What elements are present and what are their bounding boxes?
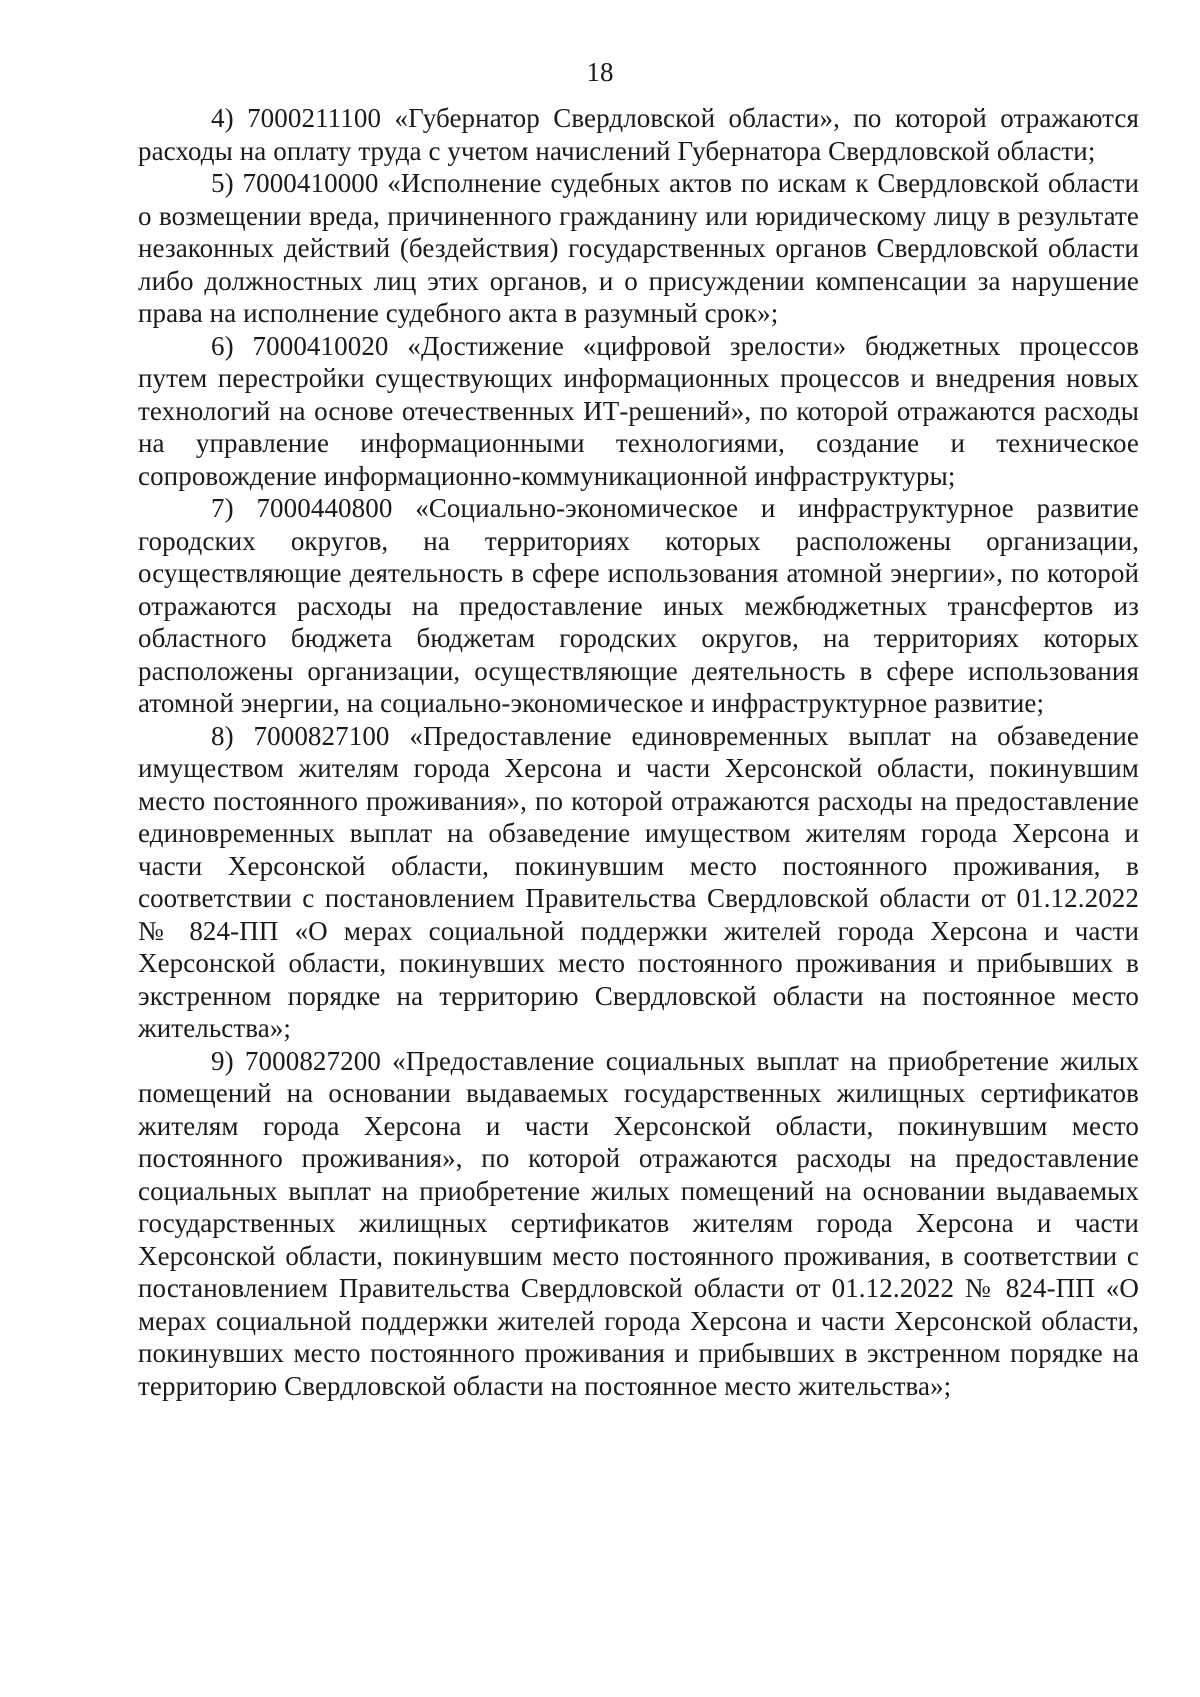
list-item-7: 7) 7000440800 «Социально-экономическое и инфраструктурное развитие городских округов, на территориях которых расположены организации, осуществляющие деятельность в сфере использования атомной энергии», по которой отражаются расходы на предоставление иных межбюджетных трансфертов из областного бюджета бюджетам городских округов, на территориях которых расположены организации, осуществляющие деятельность в сфере использования атомной энергии, на социально-экономическое и инфраструктурное развитие; bbox=[138, 493, 1139, 718]
list-item-6: 6) 7000410020 «Достижение «цифровой зрелости» бюджетных процессов путем перестройки существующих информационных процессов и внедрения новых технологий на основе отечественных ИТ-решений», по которой отражаются расходы на управление информационными технологиями, создание и техническое сопровождение информационно-коммуникационной инфраструктуры; bbox=[138, 330, 1139, 491]
list-item-4: 4) 7000211100 «Губернатор Свердловской области», по которой отражаются расходы на оплату труда с учетом начислений Губернатора Свердловской области; bbox=[138, 103, 1139, 166]
document-body bbox=[138, 102, 1139, 1402]
page-number: 18 bbox=[586, 57, 614, 87]
list-item-9: 9) 7000827200 «Предоставление социальных выплат на приобретение жилых помещений на основании выдаваемых государственных жилищных сертификатов жителям города Херсона и части Херсонской области, покинувшим место постоянного проживания», по которой отражаются расходы на предоставление социальных выплат на приобретение жилых помещений на основании выдаваемых государственных жилищных сертификатов жителям города Херсона и части Херсонской области, покинувшим место постоянного проживания, в соответствии с постановлением Правительства Свердловской области от 01.12.2022 № 824-ПП «О мерах социальной поддержки жителей города Херсона и части Херсонской области, покинувших место постоянного проживания и прибывших в экстренном порядке на территорию Свердловской области на постоянное место жительства»; bbox=[138, 1045, 1139, 1401]
list-item-8: 8) 7000827100 «Предоставление единовременных выплат на обзаведение имуществом жителям города Херсона и части Херсонской области, покинувшим место постоянного проживания», по которой отражаются расходы на предоставление единовременных выплат на обзаведение имуществом жителям города Херсона и части Херсонской области, покинувшим место постоянного проживания, в соответствии с постановлением Правительства Свердловской области от 01.12.2022 № 824-ПП «О мерах социальной поддержки жителей города Херсона и части Херсонской области, покинувших место постоянного проживания и прибывших в экстренном порядке на территорию Свердловской области на постоянное место жительства»; bbox=[138, 720, 1139, 1043]
list-item-5: 5) 7000410000 «Исполнение судебных актов по искам к Свердловской области о возмещении вреда, причиненного гражданину или юридическому лицу в результате незаконных действий (бездействия) государственных органов Свердловской области либо должностных лиц этих органов, и о присуждении компенсации за нарушение права на исполнение судебного акта в разумный срок»; bbox=[138, 168, 1139, 328]
